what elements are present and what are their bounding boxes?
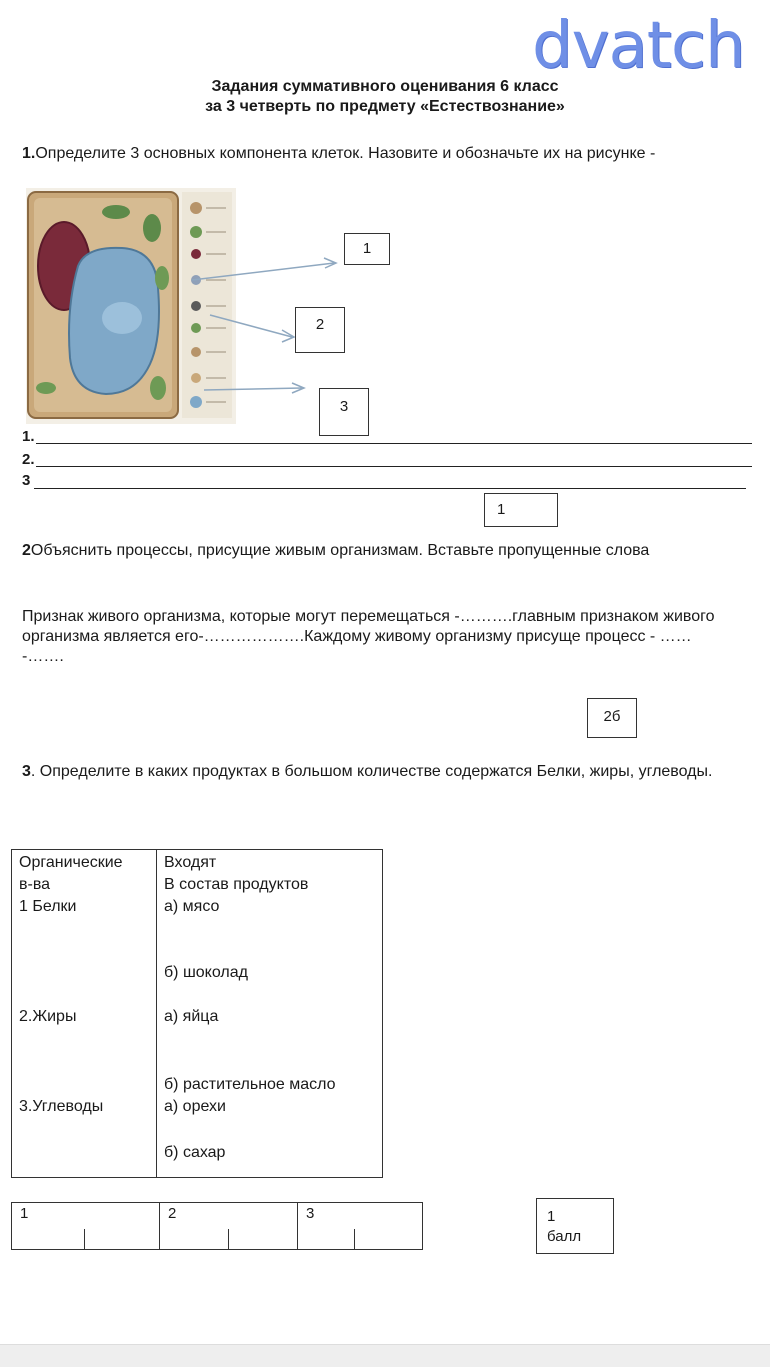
answer-cell-1-divider [84,1229,85,1249]
page-title: Задания суммативного оценивания 6 класс [211,78,559,95]
answer-cell-2-divider [228,1229,229,1249]
products-column [157,850,383,1178]
label-box-3: 3 [319,388,369,436]
answer-cell-1[interactable] [12,1203,160,1250]
score-box-q3 [536,1198,614,1254]
product-fats-a: а) яйца [164,1008,219,1025]
answer-line-3[interactable] [34,488,746,489]
answer-cell-2-label: 2 [168,1205,177,1222]
answer-line-label-1: 1. [22,428,35,445]
answer-cell-1-label: 1 [20,1205,29,1222]
footer-bar [0,1344,770,1367]
question-3-text: . Определите в каких продуктах в большом количестве содержатся Белки, жиры, углеводы. [30,763,713,780]
score-box-q1: 1 [484,493,558,527]
answer-line-1[interactable] [36,443,752,444]
product-proteins-a: а) мясо [164,898,220,915]
question-2 [22,541,742,561]
substance-carbs: 3.Углеводы [19,1098,104,1115]
watermark-logo: dvatch [532,9,745,83]
substance-proteins: 1 Белки [19,898,77,915]
col1-header-line2: в-ва [19,876,51,893]
score-box-q2: 2б [587,698,637,738]
question-2-paragraph: Признак живого организма, которые могут перемещаться -……….главным признаком живого организма является его-……………….Каждому живому организму присуще процесс - …… -……. [22,608,715,665]
label-box-1: 1 [344,233,390,265]
label-box-2: 2 [295,307,345,353]
answer-line-2[interactable] [36,466,752,467]
pointer-arrows [0,0,770,440]
product-proteins-b: б) шоколад [164,964,248,981]
answer-cell-3[interactable] [298,1203,423,1250]
answer-cell-3-label: 3 [306,1205,315,1222]
answer-cell-3-divider [354,1229,355,1249]
substances-table [11,849,383,1178]
score-q3-value: 1 [547,1208,556,1225]
question-1-number: 1. [22,145,36,162]
question-3-number: 3 [22,763,31,780]
answer-line-label-3: 3 [22,472,31,489]
answer-grid [11,1202,423,1250]
question-2-text: Объяснить процессы, присущие живым организмам. Вставьте пропущенные слова [30,542,650,559]
product-carbs-a: а) орехи [164,1098,226,1115]
question-3 [22,762,770,782]
score-q3-unit: балл [547,1228,582,1245]
col2-header-line2: В состав продуктов [164,876,309,893]
col1-header-line1: Органические [19,854,123,871]
col2-header-line1: Входят [164,854,217,871]
product-carbs-b: б) сахар [164,1144,226,1161]
substances-column [12,850,157,1178]
question-1-text: Определите 3 основных компонента клеток. Назовите и обозначьте их на рисунке - [35,145,656,162]
substance-fats: 2.Жиры [19,1008,77,1025]
product-fats-b: б) растительное масло [164,1076,336,1093]
page-subtitle: за 3 четверть по предмету «Естествознание» [205,98,565,115]
answer-cell-2[interactable] [160,1203,298,1250]
question-2-number: 2 [22,542,31,559]
answer-line-label-2: 2. [22,451,35,468]
